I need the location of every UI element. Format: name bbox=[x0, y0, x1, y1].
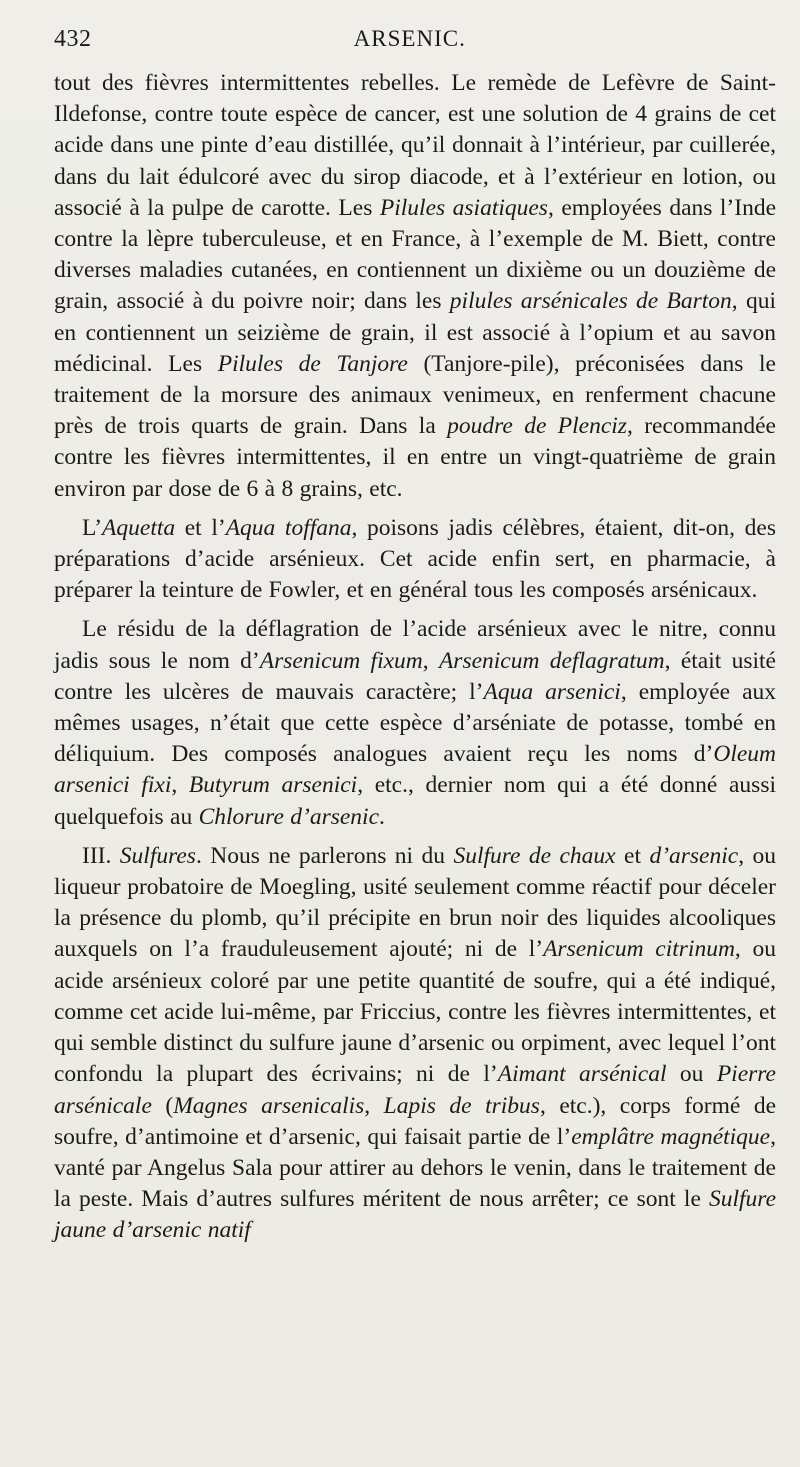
italic-text-segment: Arsenicum deflagratum bbox=[438, 647, 665, 674]
paragraph-2 bbox=[54, 513, 776, 607]
text-segment: Le résidu de la déflagration de l’acide arsénieux avec le nitre, connu jadis sous le nom d’ bbox=[54, 616, 776, 674]
italic-text-segment: Aquetta bbox=[102, 514, 176, 541]
italic-text-segment: poudre de Plenciz bbox=[447, 413, 627, 440]
paragraph-1 bbox=[54, 68, 776, 505]
text-segment: , qui en contiennent un seizième de grain, il est associé à l’opium et au savon médicinal. Les bbox=[54, 288, 776, 377]
italic-text-segment: d’arsenic bbox=[649, 842, 739, 869]
italic-text-segment: Pierre arsénicale bbox=[54, 1061, 776, 1119]
text-segment: , ou acide arsénieux coloré par une petite quantité de soufre, qui a été indiqué, comme cet acide lui-même, par Friccius, contre les fièvres intermittentes, et qui semble distinct du sulfure jaune d’arsenic ou orpiment, avec lequel l’ont confondu la plupart des écrivains; ni de l’ bbox=[54, 936, 776, 1088]
text-segment: , bbox=[364, 1092, 384, 1119]
text-segment: . bbox=[379, 803, 385, 830]
italic-text-segment: pilules arsénicales de Barton bbox=[449, 288, 732, 315]
italic-text-segment: Arsenicum fixum bbox=[259, 647, 423, 674]
running-title: ARSENIC. bbox=[353, 26, 466, 51]
text-segment: et l’ bbox=[175, 514, 226, 541]
text-segment: III. bbox=[82, 842, 120, 869]
italic-text-segment: Aqua toffana bbox=[225, 514, 352, 541]
text-segment: , recommandée contre les fièvres intermittentes, il en entre un vingt-quatrième de grain environ par dose de 6 à 8 grains, etc. bbox=[54, 413, 776, 502]
italic-text-segment: Aqua arsenici bbox=[483, 678, 621, 705]
italic-text-segment: Lapis de tribus bbox=[383, 1092, 540, 1119]
italic-text-segment: Butyrum arsenici bbox=[188, 772, 358, 799]
italic-text-segment: emplâtre magnétique bbox=[571, 1123, 771, 1150]
text-segment: et bbox=[615, 842, 650, 869]
text-segment: , était usité contre les ulcères de mauvais caractère; l’ bbox=[54, 647, 776, 705]
text-segment: tout des fièvres intermittentes rebelles. Le remède de Lefèvre de Saint-Ildefonse, contre toute espèce de cancer, est une solution de 4 grains de cet acide dans une pinte d’eau distillée, qu’il donnait à l’intérieur, par cuillerée, dans du lait édulcoré avec du sirop diacode, et à l’extérieur en lotion, ou associé à la pulpe de carotte. Les bbox=[54, 70, 776, 221]
italic-text-segment: Aimant arsénical bbox=[497, 1061, 667, 1088]
italic-text-segment: Magnes arsenicalis bbox=[173, 1092, 365, 1119]
text-segment: , employée aux mêmes usages, n’était que cette espèce d’arséniate de potasse, tombé en déliquium. Des composés analogues avaient reçu les noms d’ bbox=[54, 678, 776, 768]
page-number: 432 bbox=[54, 26, 92, 52]
text-segment: , bbox=[171, 772, 189, 799]
body-text bbox=[54, 68, 776, 1247]
text-segment: ou bbox=[666, 1061, 717, 1088]
page-header bbox=[54, 26, 776, 62]
italic-text-segment: Sulfures bbox=[119, 842, 196, 869]
text-segment: , poisons jadis célèbres, étaient, dit-on, des préparations d’acide arsénieux. Cet acide enfin sert, en pharmacie, à préparer la teinture de Fowler, et en général tous les composés arsénicaux. bbox=[54, 514, 776, 604]
italic-text-segment: Oleum arsenici fixi bbox=[54, 741, 776, 799]
text-segment: , ou liqueur probatoire de Moegling, usité seulement comme réactif pour déceler la présence du plomb, qu’il précipite en brun noir des liquides alcooliques auxquels on l’a frauduleusement ajouté; ni de l’ bbox=[54, 842, 777, 963]
text-segment: . Nous ne parlerons ni du bbox=[195, 842, 454, 869]
text-segment: (Tanjore-pile), préconisées dans le traitement de la morsure des animaux venimeux, en renferment chacune près de trois quarts de grain. Dans la bbox=[54, 350, 776, 440]
paragraph-4 bbox=[54, 841, 776, 1247]
italic-text-segment: Sulfure de chaux bbox=[453, 842, 616, 869]
italic-text-segment: Chlorure d’arsenic bbox=[198, 803, 380, 830]
italic-text-segment: Pilules asiatiques bbox=[379, 194, 548, 221]
text-segment: ( bbox=[151, 1092, 174, 1119]
italic-text-segment: Pilules de Tanjore bbox=[217, 350, 408, 377]
text-segment: , etc.), corps formé de soufre, d’antimoine et d’arsenic, qui faisait partie de l’ bbox=[54, 1092, 777, 1150]
text-segment: L’ bbox=[82, 514, 103, 541]
text-segment: , vanté par Angelus Sala pour attirer au dehors le venin, dans le traitement de la peste. Mais d’autres sulfures méritent de nous arrêter; ce sont le bbox=[54, 1123, 776, 1213]
text-segment: , bbox=[422, 647, 439, 674]
text-segment: , etc., dernier nom qui a été donné aussi quelquefois au bbox=[54, 772, 776, 830]
text-segment: , employées dans l’Inde contre la lèpre tuberculeuse, et en France, à l’exemple de M. Biett, contre diverses maladies cutanées, en contiennent un dixième ou un douzième de grain, associé à du poivre noir; dans les bbox=[54, 194, 777, 315]
italic-text-segment: Sulfure jaune d’arsenic natif bbox=[54, 1186, 776, 1244]
paragraph-3 bbox=[54, 614, 776, 832]
italic-text-segment: Arsenicum citrinum bbox=[543, 936, 735, 963]
